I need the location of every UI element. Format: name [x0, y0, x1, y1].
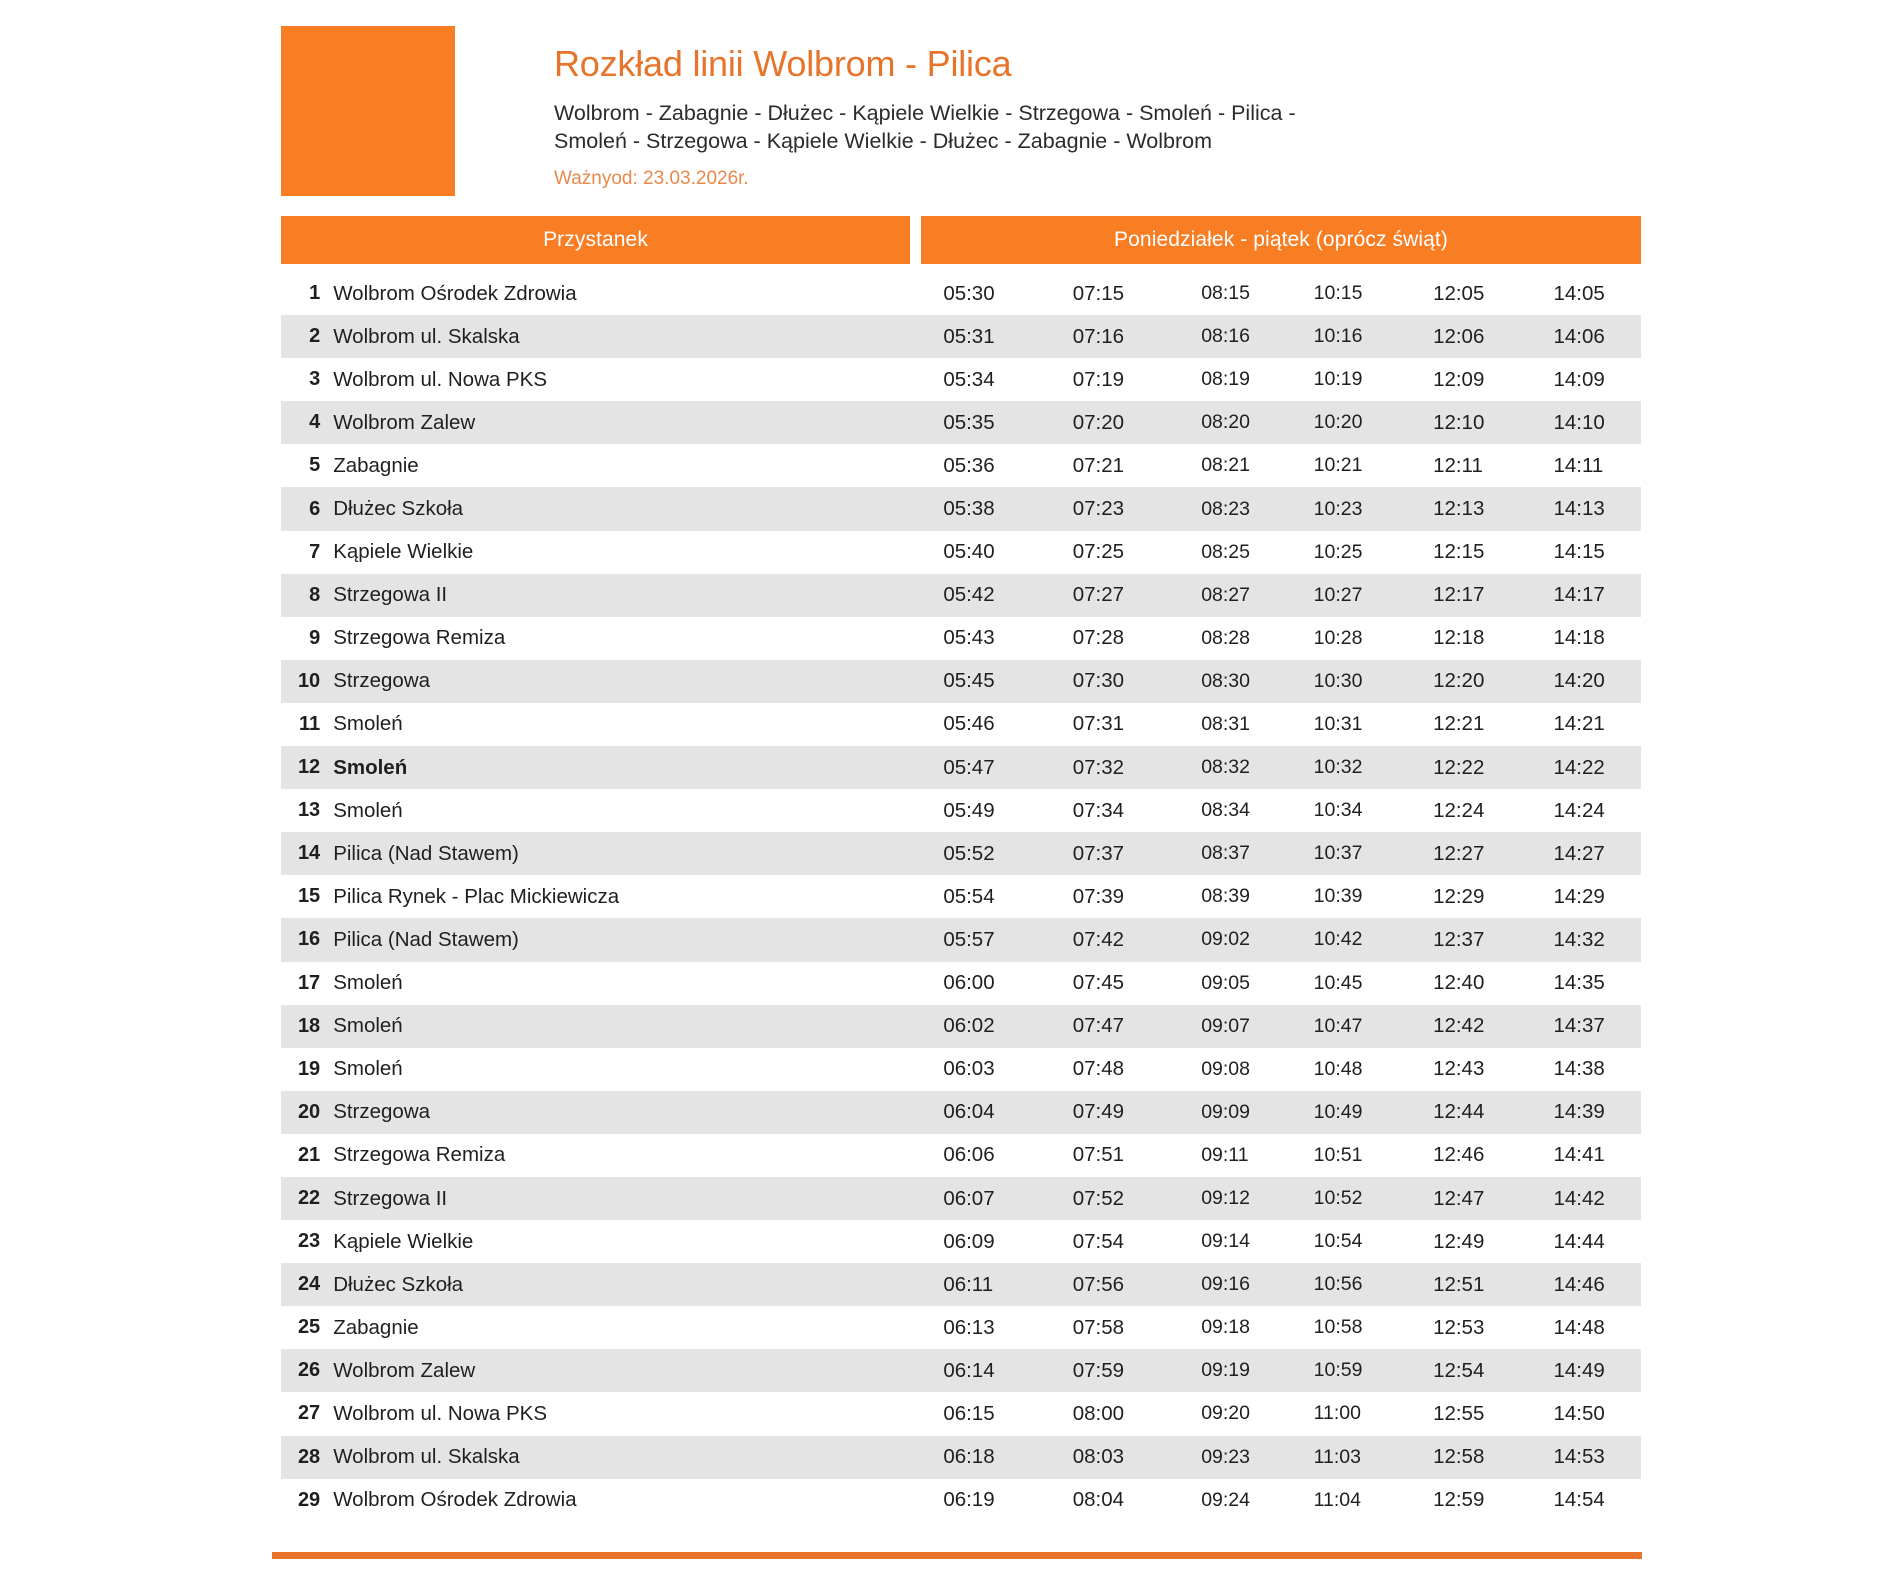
- row-index: 20: [297, 1100, 321, 1123]
- operator-logo-block: [281, 26, 455, 196]
- departure-time: 07:30: [1072, 669, 1125, 693]
- stop-name: Dłużec Szkoła: [333, 497, 464, 521]
- row-index: 23: [297, 1230, 321, 1253]
- departure-time: 09:23: [1201, 1445, 1250, 1468]
- departure-time: 10:54: [1313, 1230, 1363, 1253]
- departure-time: 08:19: [1201, 368, 1250, 391]
- departure-time: 08:03: [1072, 1445, 1125, 1469]
- departure-time: 06:09: [943, 1229, 995, 1253]
- departure-time: 07:27: [1072, 583, 1125, 607]
- departure-time: 05:49: [943, 798, 995, 822]
- departure-time: 12:59: [1433, 1488, 1485, 1512]
- departure-time: 08:31: [1201, 712, 1250, 735]
- row-index: 18: [297, 1014, 321, 1037]
- departure-time: 14:37: [1553, 1014, 1605, 1038]
- stop-name: Wolbrom ul. Skalska: [333, 1445, 520, 1469]
- departure-time: 14:13: [1553, 497, 1605, 521]
- departure-time: 10:37: [1313, 842, 1363, 865]
- departure-time: 14:09: [1553, 367, 1605, 391]
- stop-name: Zabagnie: [333, 1315, 419, 1339]
- departure-time: 06:19: [943, 1488, 995, 1512]
- departure-time: 14:22: [1553, 755, 1605, 779]
- stop-name: Smoleń: [333, 1057, 403, 1081]
- stop-name: Wolbrom ul. Nowa PKS: [333, 1401, 547, 1425]
- table-row: [281, 1177, 1641, 1220]
- row-index: 19: [297, 1057, 321, 1080]
- row-index: 5: [309, 454, 321, 477]
- departure-time: 14:46: [1553, 1272, 1605, 1296]
- departure-time: 07:48: [1072, 1057, 1125, 1081]
- validity-date: Ważnyod: 23.03.2026r.: [554, 167, 749, 189]
- departure-time: 12:54: [1433, 1358, 1485, 1382]
- row-index: 8: [309, 583, 321, 606]
- departure-time: 12:44: [1433, 1100, 1485, 1124]
- departure-time: 05:45: [943, 669, 995, 693]
- row-index: 9: [309, 626, 321, 649]
- departure-time: 07:34: [1072, 798, 1125, 822]
- row-index: 24: [297, 1273, 321, 1296]
- departure-time: 10:19: [1313, 368, 1363, 391]
- table-row: [281, 531, 1641, 574]
- stop-name: Smoleń: [333, 798, 403, 822]
- departure-time: 14:06: [1553, 324, 1605, 348]
- departure-time: 07:15: [1072, 281, 1125, 305]
- table-row: [281, 401, 1641, 444]
- departure-time: 07:23: [1072, 497, 1125, 521]
- stop-name: Wolbrom Zalew: [333, 1358, 476, 1382]
- departure-time: 07:56: [1072, 1272, 1125, 1296]
- departure-time: 05:40: [943, 540, 995, 564]
- row-index: 4: [309, 411, 321, 434]
- table-row: [281, 1091, 1641, 1134]
- departure-time: 05:57: [943, 927, 995, 951]
- table-header-bars: [281, 216, 1641, 264]
- departure-time: 14:42: [1553, 1186, 1605, 1210]
- departure-time: 09:12: [1201, 1187, 1250, 1210]
- table-row: [281, 703, 1641, 746]
- departure-time: 07:52: [1072, 1186, 1125, 1210]
- stop-name: Kąpiele Wielkie: [333, 1229, 474, 1253]
- table-row: [281, 1306, 1641, 1349]
- departure-time: 07:59: [1072, 1358, 1125, 1382]
- departure-time: 07:31: [1072, 712, 1125, 736]
- stop-name: Pilica Rynek - Plac Mickiewicza: [333, 884, 620, 908]
- departure-time: 06:15: [943, 1401, 995, 1425]
- departure-time: 10:34: [1313, 799, 1363, 822]
- departure-time: 12:40: [1433, 971, 1485, 995]
- departure-time: 10:47: [1313, 1014, 1363, 1037]
- departure-time: 07:37: [1072, 841, 1125, 865]
- departure-time: 14:38: [1553, 1057, 1605, 1081]
- departure-time: 10:20: [1313, 411, 1363, 434]
- row-index: 3: [309, 368, 321, 391]
- departure-time: 09:11: [1201, 1143, 1249, 1166]
- departure-time: 08:15: [1201, 282, 1250, 305]
- departure-time: 10:23: [1313, 497, 1363, 520]
- departure-time: 07:42: [1072, 927, 1125, 951]
- table-row: [281, 746, 1641, 789]
- departure-time: 05:30: [943, 281, 995, 305]
- departure-time: 06:18: [943, 1445, 995, 1469]
- departure-time: 07:49: [1072, 1100, 1125, 1124]
- departure-time: 05:43: [943, 626, 995, 650]
- departure-time: 08:20: [1201, 411, 1250, 434]
- table-row: [281, 1436, 1641, 1479]
- departure-time: 12:47: [1433, 1186, 1485, 1210]
- table-row: [281, 832, 1641, 875]
- table-row: [281, 875, 1641, 918]
- departure-time: 14:53: [1553, 1445, 1605, 1469]
- table-row: [281, 962, 1641, 1005]
- departure-time: 14:10: [1553, 410, 1605, 434]
- departure-time: 12:29: [1433, 884, 1485, 908]
- stop-name: Strzegowa: [333, 1100, 431, 1124]
- departure-time: 14:44: [1553, 1229, 1605, 1253]
- stop-name: Pilica (Nad Stawem): [333, 927, 519, 951]
- departure-time: 14:15: [1553, 540, 1605, 564]
- departure-time: 12:51: [1433, 1272, 1485, 1296]
- table-row: [281, 617, 1641, 660]
- departure-time: 10:39: [1313, 885, 1363, 908]
- route-description: [554, 99, 1474, 156]
- departure-time: 06:02: [943, 1014, 995, 1038]
- table-row: [281, 918, 1641, 961]
- stop-name: Wolbrom ul. Skalska: [333, 324, 520, 348]
- departure-time: 09:20: [1201, 1402, 1250, 1425]
- departure-time: 06:13: [943, 1315, 995, 1339]
- departure-time: 09:02: [1201, 928, 1250, 951]
- row-index: 28: [297, 1445, 321, 1468]
- departure-time: 09:14: [1201, 1230, 1250, 1253]
- stop-name: Smoleń: [333, 971, 403, 995]
- departure-time: 10:42: [1313, 928, 1363, 951]
- table-row: [281, 487, 1641, 530]
- route-description-line2: Smoleń - Strzegowa - Kąpiele Wielkie - Dłużec - Zabagnie - Wolbrom: [554, 129, 1212, 154]
- table-row: [281, 1048, 1641, 1091]
- departure-time: 12:42: [1433, 1014, 1485, 1038]
- departure-time: 09:24: [1201, 1488, 1250, 1511]
- stop-name: Strzegowa: [333, 669, 431, 693]
- departure-time: 08:25: [1201, 540, 1250, 563]
- departure-time: 08:28: [1201, 626, 1250, 649]
- departure-time: 09:18: [1201, 1316, 1250, 1339]
- row-index: 10: [297, 669, 321, 692]
- departure-time: 08:23: [1201, 497, 1250, 520]
- departure-time: 10:32: [1313, 756, 1363, 779]
- departure-time: 08:27: [1201, 583, 1250, 606]
- departure-time: 06:03: [943, 1057, 995, 1081]
- departure-time: 14:27: [1553, 841, 1605, 865]
- departure-time: 14:50: [1553, 1401, 1605, 1425]
- row-index: 22: [297, 1187, 321, 1210]
- departure-time: 12:17: [1433, 583, 1485, 607]
- departure-time: 12:09: [1433, 367, 1485, 391]
- departure-time: 10:52: [1313, 1187, 1363, 1210]
- departure-time: 12:06: [1433, 324, 1485, 348]
- departure-time: 05:35: [943, 410, 995, 434]
- departure-time: 14:18: [1553, 626, 1605, 650]
- row-index: 14: [297, 842, 321, 865]
- departure-time: 07:58: [1072, 1315, 1125, 1339]
- table-row: [281, 1349, 1641, 1392]
- table-row: [281, 660, 1641, 703]
- table-row: [281, 272, 1641, 315]
- departure-time: 05:47: [943, 755, 995, 779]
- header-text-group: [554, 26, 1641, 190]
- departure-time: 14:32: [1553, 927, 1605, 951]
- stop-name: Smoleń: [333, 1014, 403, 1038]
- departure-time: 11:04: [1313, 1488, 1361, 1511]
- departure-time: 12:22: [1433, 755, 1485, 779]
- row-index: 16: [297, 928, 321, 951]
- departure-time: 06:04: [943, 1100, 995, 1124]
- departure-time: 08:21: [1201, 454, 1250, 477]
- departure-time: 08:37: [1201, 842, 1250, 865]
- departure-time: 14:21: [1553, 712, 1605, 736]
- row-index: 15: [297, 885, 321, 908]
- departure-time: 12:05: [1433, 281, 1485, 305]
- departure-time: 12:46: [1433, 1143, 1485, 1167]
- schedule-table-body: [281, 272, 1641, 1522]
- departure-time: 12:20: [1433, 669, 1485, 693]
- departure-time: 07:28: [1072, 626, 1125, 650]
- departure-time: 08:16: [1201, 325, 1250, 348]
- departure-time: 07:51: [1072, 1143, 1125, 1167]
- row-index: 26: [297, 1359, 321, 1382]
- departure-time: 12:15: [1433, 540, 1485, 564]
- row-index: 6: [309, 497, 321, 520]
- departure-time: 06:00: [943, 971, 995, 995]
- departure-time: 07:21: [1072, 453, 1125, 477]
- row-index: 21: [297, 1143, 321, 1166]
- row-index: 13: [297, 799, 321, 822]
- departure-time: 10:59: [1313, 1359, 1363, 1382]
- departure-time: 12:53: [1433, 1315, 1485, 1339]
- table-row: [281, 1134, 1641, 1177]
- departure-time: 10:58: [1313, 1316, 1363, 1339]
- departure-time: 09:08: [1201, 1057, 1250, 1080]
- departure-time: 08:39: [1201, 885, 1250, 908]
- departure-time: 07:16: [1072, 324, 1125, 348]
- departure-time: 09:09: [1201, 1100, 1250, 1123]
- departure-time: 05:52: [943, 841, 995, 865]
- departure-time: 12:24: [1433, 798, 1485, 822]
- departure-time: 12:49: [1433, 1229, 1485, 1253]
- stop-name: Kąpiele Wielkie: [333, 540, 474, 564]
- departure-time: 14:24: [1553, 798, 1605, 822]
- departure-time: 05:46: [943, 712, 995, 736]
- departure-time: 06:06: [943, 1143, 995, 1167]
- departure-time: 10:45: [1313, 971, 1363, 994]
- departure-time: 05:36: [943, 453, 995, 477]
- departure-time: 08:34: [1201, 799, 1250, 822]
- departure-time: 10:51: [1313, 1143, 1363, 1166]
- departure-time: 12:55: [1433, 1401, 1485, 1425]
- row-index: 2: [309, 325, 321, 348]
- departure-time: 14:17: [1553, 583, 1605, 607]
- departure-time: 12:11: [1433, 453, 1483, 477]
- stop-name: Zabagnie: [333, 453, 419, 477]
- departure-time: 07:32: [1072, 755, 1125, 779]
- departure-time: 12:10: [1433, 410, 1485, 434]
- departure-time: 08:00: [1072, 1401, 1125, 1425]
- table-row: [281, 1005, 1641, 1048]
- departure-time: 12:58: [1433, 1445, 1485, 1469]
- departure-time: 12:18: [1433, 626, 1485, 650]
- departure-time: 07:20: [1072, 410, 1125, 434]
- row-index: 27: [297, 1402, 321, 1425]
- table-row: [281, 1392, 1641, 1435]
- row-index: 29: [297, 1488, 321, 1511]
- departure-time: 06:11: [943, 1272, 994, 1296]
- schedule-table: [281, 272, 1641, 1522]
- departure-time: 14:05: [1553, 281, 1605, 305]
- route-description-line1: Wolbrom - Zabagnie - Dłużec - Kąpiele Wielkie - Strzegowa - Smoleń - Pilica -: [554, 100, 1296, 125]
- stop-name: Strzegowa Remiza: [333, 626, 506, 650]
- stop-name: Wolbrom Ośrodek Zdrowia: [333, 1488, 577, 1512]
- departure-time: 14:39: [1553, 1100, 1605, 1124]
- departure-time: 14:35: [1553, 971, 1605, 995]
- departure-time: 14:49: [1553, 1358, 1605, 1382]
- departure-time: 05:54: [943, 884, 995, 908]
- departure-time: 10:48: [1313, 1057, 1363, 1080]
- departure-time: 10:28: [1313, 626, 1363, 649]
- departure-time: 05:38: [943, 497, 995, 521]
- departure-time: 14:20: [1553, 669, 1605, 693]
- departure-time: 14:48: [1553, 1315, 1605, 1339]
- departure-time: 11:00: [1313, 1402, 1361, 1425]
- row-index: 25: [297, 1316, 321, 1339]
- departure-time: 09:19: [1201, 1359, 1250, 1382]
- departure-time: 10:21: [1313, 454, 1363, 477]
- stop-name: Smoleń: [333, 712, 403, 736]
- departure-time: 14:29: [1553, 884, 1605, 908]
- table-row: [281, 1479, 1641, 1522]
- departure-time: 08:32: [1201, 756, 1250, 779]
- table-row: [281, 1220, 1641, 1263]
- departure-time: 06:07: [943, 1186, 995, 1210]
- departure-time: 12:27: [1433, 841, 1485, 865]
- column-header-stops: Przystanek: [281, 216, 910, 264]
- departure-time: 07:47: [1072, 1014, 1125, 1038]
- stop-name: Strzegowa II: [333, 1186, 448, 1210]
- column-header-days: Poniedziałek - piątek (oprócz świąt): [921, 216, 1641, 264]
- departure-time: 05:31: [943, 324, 995, 348]
- departure-time: 12:37: [1433, 927, 1485, 951]
- departure-time: 14:54: [1553, 1488, 1605, 1512]
- departure-time: 05:42: [943, 583, 995, 607]
- row-index: 17: [297, 971, 321, 994]
- departure-time: 08:30: [1201, 669, 1250, 692]
- departure-time: 10:27: [1313, 583, 1363, 606]
- departure-time: 10:15: [1313, 282, 1363, 305]
- departure-time: 07:25: [1072, 540, 1125, 564]
- departure-time: 08:04: [1072, 1488, 1125, 1512]
- footer-divider: [272, 1552, 1642, 1559]
- table-row: [281, 444, 1641, 487]
- departure-time: 10:56: [1313, 1273, 1363, 1296]
- document-header: [281, 26, 1641, 198]
- table-row: [281, 1263, 1641, 1306]
- departure-time: 07:19: [1072, 367, 1125, 391]
- row-index: 1: [309, 282, 321, 305]
- table-row: [281, 789, 1641, 832]
- departure-time: 14:11: [1553, 453, 1604, 477]
- departure-time: 10:30: [1313, 669, 1363, 692]
- departure-time: 07:45: [1072, 971, 1125, 995]
- departure-time: 10:31: [1313, 712, 1363, 735]
- table-row: [281, 315, 1641, 358]
- stop-name: Strzegowa II: [333, 583, 448, 607]
- departure-time: 06:14: [943, 1358, 995, 1382]
- stop-name: Wolbrom Zalew: [333, 410, 476, 434]
- stop-name: Wolbrom Ośrodek Zdrowia: [333, 281, 577, 305]
- table-row: [281, 358, 1641, 401]
- page-title: Rozkład linii Wolbrom - Pilica: [554, 43, 1012, 84]
- departure-time: 12:43: [1433, 1057, 1485, 1081]
- departure-time: 05:34: [943, 367, 995, 391]
- stop-name: Wolbrom ul. Nowa PKS: [333, 367, 547, 391]
- departure-time: 10:25: [1313, 540, 1363, 563]
- row-index: 7: [309, 540, 321, 563]
- departure-time: 12:13: [1433, 497, 1485, 521]
- table-row: [281, 574, 1641, 617]
- departure-time: 12:21: [1433, 712, 1485, 736]
- departure-time: 14:41: [1553, 1143, 1605, 1167]
- departure-time: 07:54: [1072, 1229, 1125, 1253]
- departure-time: 09:07: [1201, 1014, 1250, 1037]
- stop-name: Dłużec Szkoła: [333, 1272, 464, 1296]
- stop-name: Pilica (Nad Stawem): [333, 841, 519, 865]
- departure-time: 11:03: [1313, 1445, 1361, 1468]
- departure-time: 10:16: [1313, 325, 1363, 348]
- departure-time: 07:39: [1072, 884, 1125, 908]
- departure-time: 09:16: [1201, 1273, 1250, 1296]
- departure-time: 09:05: [1201, 971, 1250, 994]
- row-index: 12: [297, 756, 321, 779]
- departure-time: 10:49: [1313, 1100, 1363, 1123]
- stop-name: Strzegowa Remiza: [333, 1143, 506, 1167]
- stop-name: Smoleń: [333, 755, 408, 779]
- row-index: 11: [299, 712, 321, 735]
